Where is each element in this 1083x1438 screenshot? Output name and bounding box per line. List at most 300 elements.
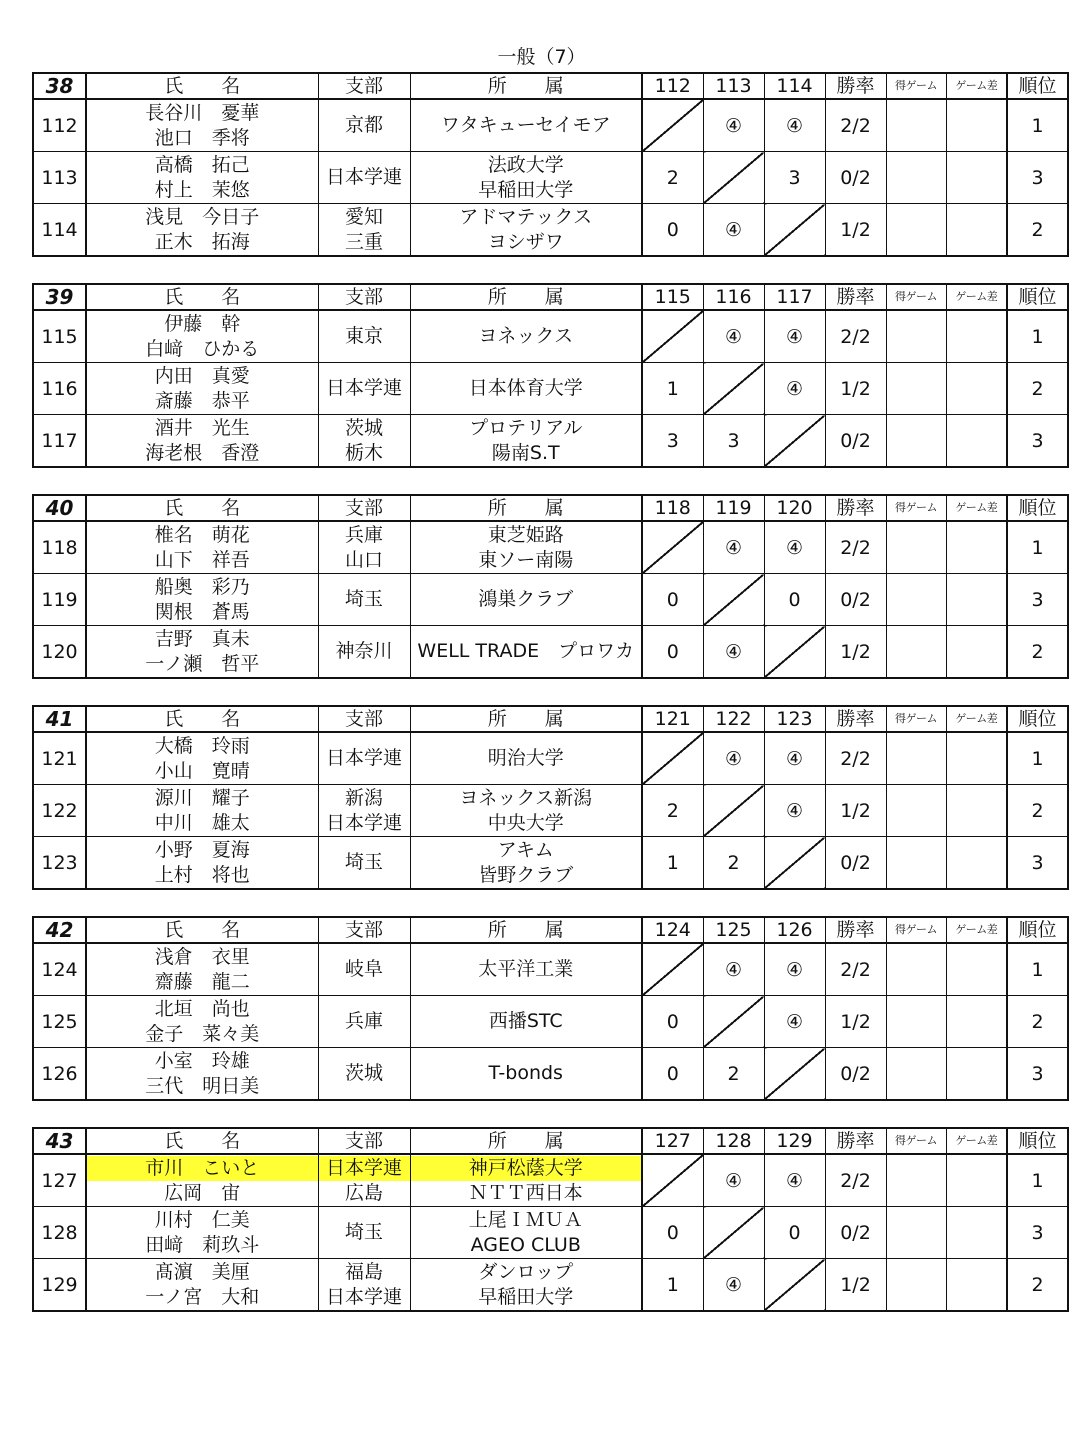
self-match-diagonal (764, 626, 825, 679)
affiliation (410, 626, 642, 679)
player-names (86, 152, 318, 204)
match-result: 0 (642, 626, 703, 679)
rank: 2 (1007, 1259, 1068, 1312)
group-number: 39 (33, 284, 86, 310)
header-opponent: 116 (703, 284, 764, 310)
player-names-line: 中川 雄太 (154, 811, 250, 834)
affiliation-line: 日本体育大学 (468, 377, 583, 399)
match-result: ④ (703, 204, 764, 257)
game-diff (946, 943, 1007, 996)
entry-number: 117 (33, 415, 86, 468)
rank: 1 (1007, 943, 1068, 996)
match-result: 2 (642, 785, 703, 837)
games-won (886, 1259, 946, 1312)
branch (318, 996, 410, 1048)
branch (318, 785, 410, 837)
branch (318, 574, 410, 626)
games-won (886, 152, 946, 204)
table-row (33, 626, 1068, 679)
self-match-diagonal (703, 574, 764, 626)
group-table (32, 283, 1069, 468)
player-names-line: 田﨑 莉玖斗 (145, 1233, 260, 1256)
group-number: 43 (33, 1128, 86, 1154)
header-name: 氏 名 (86, 1128, 318, 1154)
header-win-rate: 勝率 (825, 917, 886, 943)
player-names-line: 広岡 宙 (164, 1181, 241, 1204)
match-result: ④ (703, 99, 764, 152)
group-table (32, 494, 1069, 679)
entry-number: 125 (33, 996, 86, 1048)
header-affiliation: 所 属 (410, 1128, 642, 1154)
rank: 2 (1007, 204, 1068, 257)
player-names-line: 山下 祥吾 (154, 548, 250, 571)
affiliation-line: 神戸松蔭大学 (411, 1156, 642, 1181)
player-names (86, 837, 318, 890)
games-won (886, 204, 946, 257)
game-diff (946, 996, 1007, 1048)
group-table (32, 1127, 1069, 1312)
branch-line: 山口 (344, 548, 383, 571)
game-diff (946, 363, 1007, 415)
branch-line: 神奈川 (335, 640, 393, 662)
game-diff (946, 152, 1007, 204)
self-match-diagonal (703, 785, 764, 837)
match-result: ④ (764, 996, 825, 1048)
affiliation (410, 1207, 642, 1259)
entry-number: 123 (33, 837, 86, 890)
rank: 1 (1007, 310, 1068, 363)
games-won (886, 99, 946, 152)
player-names-line: 伊藤 幹 (164, 312, 241, 335)
header-name: 氏 名 (86, 73, 318, 99)
match-result: 0 (642, 574, 703, 626)
header-branch: 支部 (318, 73, 410, 99)
match-result: 0 (642, 204, 703, 257)
game-diff (946, 1207, 1007, 1259)
entry-number: 129 (33, 1259, 86, 1312)
affiliation-line: 早稲田大学 (478, 1285, 574, 1308)
player-names (86, 204, 318, 257)
affiliation-line: ワタキューセイモア (440, 114, 611, 136)
rank: 1 (1007, 732, 1068, 785)
player-names (86, 415, 318, 468)
header-win-rate: 勝率 (825, 1128, 886, 1154)
header-opponent: 121 (642, 706, 703, 732)
player-names (86, 521, 318, 574)
header-opponent: 126 (764, 917, 825, 943)
rank: 1 (1007, 99, 1068, 152)
match-result: ④ (703, 310, 764, 363)
win-rate: 2/2 (825, 310, 886, 363)
table-row (33, 1154, 1068, 1207)
header-games-won: 得ゲーム (886, 706, 946, 732)
branch-line: 日本学連 (325, 377, 402, 399)
group-header-row (33, 73, 1068, 99)
header-win-rate: 勝率 (825, 706, 886, 732)
entry-number: 115 (33, 310, 86, 363)
affiliation (410, 310, 642, 363)
player-names-line: 小野 夏海 (154, 838, 250, 861)
header-game-diff: ゲーム差 (946, 284, 1007, 310)
header-affiliation: 所 属 (410, 917, 642, 943)
affiliation (410, 363, 642, 415)
match-result: 0 (764, 574, 825, 626)
player-names-line: 村上 茉悠 (154, 178, 250, 201)
affiliation-line: 鴻巣クラブ (478, 588, 574, 610)
match-result: ④ (703, 1154, 764, 1207)
rank: 1 (1007, 521, 1068, 574)
header-games-won: 得ゲーム (886, 1128, 946, 1154)
game-diff (946, 1259, 1007, 1312)
header-affiliation: 所 属 (410, 284, 642, 310)
match-result: 2 (703, 837, 764, 890)
branch-line: 茨城 (344, 1062, 383, 1084)
rank: 2 (1007, 626, 1068, 679)
header-opponent: 118 (642, 495, 703, 521)
player-names-line: 高橋 拓己 (154, 153, 250, 176)
player-names (86, 943, 318, 996)
header-branch: 支部 (318, 706, 410, 732)
branch (318, 732, 410, 785)
win-rate: 2/2 (825, 99, 886, 152)
header-games-won: 得ゲーム (886, 917, 946, 943)
header-opponent: 123 (764, 706, 825, 732)
player-names-line: 椎名 萌花 (154, 523, 250, 546)
group-number: 38 (33, 73, 86, 99)
branch-line: 福島 (344, 1260, 383, 1283)
table-row (33, 521, 1068, 574)
entry-number: 118 (33, 521, 86, 574)
affiliation-line: 東芝姫路 (487, 523, 564, 546)
win-rate: 2/2 (825, 1154, 886, 1207)
affiliation-line: ヨシザワ (487, 230, 564, 253)
match-result: 0 (642, 1207, 703, 1259)
branch-line: 日本学連 (325, 1285, 402, 1308)
header-opponent: 112 (642, 73, 703, 99)
rank: 3 (1007, 837, 1068, 890)
player-names (86, 1154, 318, 1207)
player-names (86, 785, 318, 837)
header-game-diff: ゲーム差 (946, 73, 1007, 99)
games-won (886, 996, 946, 1048)
games-won (886, 1048, 946, 1101)
games-won (886, 943, 946, 996)
header-branch: 支部 (318, 284, 410, 310)
match-result: 1 (642, 1259, 703, 1312)
player-names-line: 酒井 光生 (154, 416, 250, 439)
match-result: 3 (642, 415, 703, 468)
branch (318, 1048, 410, 1101)
branch (318, 310, 410, 363)
affiliation (410, 1048, 642, 1101)
header-affiliation: 所 属 (410, 73, 642, 99)
affiliation-line: AGEO CLUB (470, 1233, 581, 1256)
affiliation (410, 99, 642, 152)
affiliation-line: WELL TRADE プロワカ (417, 640, 635, 662)
match-result: ④ (764, 99, 825, 152)
player-names-line: 一ノ瀬 哲平 (145, 652, 260, 675)
affiliation-line: 法政大学 (487, 153, 564, 176)
win-rate: 0/2 (825, 415, 886, 468)
header-opponent: 128 (703, 1128, 764, 1154)
affiliation-line: ＮＴＴ西日本 (468, 1181, 583, 1204)
group-number: 41 (33, 706, 86, 732)
entry-number: 120 (33, 626, 86, 679)
header-opponent: 125 (703, 917, 764, 943)
rank: 3 (1007, 152, 1068, 204)
header-opponent: 113 (703, 73, 764, 99)
header-rank: 順位 (1007, 1128, 1068, 1154)
table-row (33, 1207, 1068, 1259)
branch-line: 愛知 (344, 205, 383, 228)
header-game-diff: ゲーム差 (946, 1128, 1007, 1154)
player-names-line: 内田 真愛 (154, 364, 250, 387)
table-row (33, 996, 1068, 1048)
branch-line: 広島 (344, 1181, 383, 1204)
match-result: 0 (642, 1048, 703, 1101)
header-name: 氏 名 (86, 917, 318, 943)
entry-number: 128 (33, 1207, 86, 1259)
group-table (32, 916, 1069, 1101)
game-diff (946, 732, 1007, 785)
player-names-line: 市川 こいと (87, 1156, 318, 1181)
header-win-rate: 勝率 (825, 73, 886, 99)
games-won (886, 521, 946, 574)
affiliation (410, 943, 642, 996)
entry-number: 126 (33, 1048, 86, 1101)
player-names-line: 金子 菜々美 (145, 1022, 260, 1045)
entry-number: 121 (33, 732, 86, 785)
entry-number: 124 (33, 943, 86, 996)
match-result: 2 (703, 1048, 764, 1101)
win-rate: 2/2 (825, 732, 886, 785)
affiliation-line: ヨネックス (478, 325, 574, 347)
header-opponent: 114 (764, 73, 825, 99)
page-title: 一般（7） (497, 46, 586, 68)
affiliation-line: 中央大学 (487, 811, 564, 834)
player-names-line: 斎藤 恭平 (154, 389, 250, 412)
affiliation-line: アキム (497, 838, 554, 861)
branch-line: 京都 (344, 114, 383, 136)
header-name: 氏 名 (86, 706, 318, 732)
entry-number: 112 (33, 99, 86, 152)
header-game-diff: ゲーム差 (946, 706, 1007, 732)
table-row (33, 1048, 1068, 1101)
branch (318, 626, 410, 679)
entry-number: 114 (33, 204, 86, 257)
game-diff (946, 99, 1007, 152)
self-match-diagonal (764, 1048, 825, 1101)
affiliation-line: プロテリアル (469, 416, 583, 439)
self-match-diagonal (703, 152, 764, 204)
header-rank: 順位 (1007, 917, 1068, 943)
affiliation (410, 415, 642, 468)
match-result: 1 (642, 363, 703, 415)
self-match-diagonal (764, 1259, 825, 1312)
self-match-diagonal (764, 204, 825, 257)
win-rate: 0/2 (825, 1207, 886, 1259)
header-affiliation: 所 属 (410, 706, 642, 732)
game-diff (946, 574, 1007, 626)
branch-line: 日本学連 (325, 747, 402, 769)
game-diff (946, 1048, 1007, 1101)
match-result: ④ (703, 521, 764, 574)
player-names-line: 関根 蒼馬 (154, 600, 250, 623)
entry-number: 116 (33, 363, 86, 415)
match-result: 1 (642, 837, 703, 890)
table-row (33, 152, 1068, 204)
match-result: ④ (703, 732, 764, 785)
header-opponent: 122 (703, 706, 764, 732)
player-names-line: 池口 季将 (154, 126, 250, 149)
win-rate: 0/2 (825, 837, 886, 890)
self-match-diagonal (703, 363, 764, 415)
affiliation-line: 上尾ＩＭＵＡ (468, 1208, 583, 1231)
affiliation-line: 皆野クラブ (478, 863, 574, 886)
table-row (33, 732, 1068, 785)
header-games-won: 得ゲーム (886, 284, 946, 310)
branch (318, 1154, 410, 1207)
player-names-line: 吉野 真未 (154, 627, 250, 650)
branch (318, 204, 410, 257)
game-diff (946, 785, 1007, 837)
player-names-line: 浅見 今日子 (145, 205, 260, 228)
games-won (886, 732, 946, 785)
win-rate: 0/2 (825, 574, 886, 626)
group-header-row (33, 706, 1068, 732)
header-opponent: 124 (642, 917, 703, 943)
header-name: 氏 名 (86, 495, 318, 521)
branch-line: 日本学連 (319, 1156, 410, 1181)
affiliation (410, 521, 642, 574)
branch-line: 新潟 (344, 786, 383, 809)
rank: 2 (1007, 996, 1068, 1048)
self-match-diagonal (642, 310, 703, 363)
affiliation (410, 152, 642, 204)
affiliation (410, 996, 642, 1048)
player-names-line: 正木 拓海 (154, 230, 250, 253)
player-names-line: 小室 玲雄 (154, 1049, 250, 1072)
branch (318, 415, 410, 468)
player-names-line: 齋藤 龍二 (154, 970, 250, 993)
game-diff (946, 626, 1007, 679)
group-header-row (33, 917, 1068, 943)
game-diff (946, 204, 1007, 257)
player-names-line: 海老根 香澄 (145, 441, 260, 464)
player-names-line: 一ノ宮 大和 (145, 1285, 260, 1308)
branch (318, 943, 410, 996)
match-result: ④ (764, 310, 825, 363)
games-won (886, 1154, 946, 1207)
rank: 3 (1007, 415, 1068, 468)
branch-line: 日本学連 (325, 811, 402, 834)
player-names-line: 浅倉 衣里 (154, 945, 250, 968)
player-names (86, 626, 318, 679)
match-result: 3 (703, 415, 764, 468)
games-won (886, 363, 946, 415)
affiliation-line: 早稲田大学 (478, 178, 574, 201)
player-names (86, 732, 318, 785)
header-branch: 支部 (318, 917, 410, 943)
affiliation-line: 西播STC (488, 1010, 563, 1032)
group-header-row (33, 495, 1068, 521)
header-rank: 順位 (1007, 73, 1068, 99)
table-row (33, 310, 1068, 363)
affiliation-line: 陽南S.T (491, 441, 560, 464)
match-result: ④ (703, 943, 764, 996)
match-result: 3 (764, 152, 825, 204)
self-match-diagonal (642, 99, 703, 152)
affiliation-line: 太平洋工業 (478, 958, 574, 980)
group-number: 42 (33, 917, 86, 943)
branch-line: 茨城 (344, 416, 383, 439)
self-match-diagonal (703, 1207, 764, 1259)
rank: 2 (1007, 363, 1068, 415)
branch-line: 栃木 (344, 441, 383, 464)
header-branch: 支部 (318, 1128, 410, 1154)
win-rate: 2/2 (825, 943, 886, 996)
win-rate: 1/2 (825, 785, 886, 837)
group-table (32, 705, 1069, 890)
player-names-line: 三代 明日美 (145, 1074, 260, 1097)
group-table (32, 72, 1069, 257)
header-win-rate: 勝率 (825, 495, 886, 521)
player-names (86, 99, 318, 152)
header-rank: 順位 (1007, 706, 1068, 732)
header-game-diff: ゲーム差 (946, 495, 1007, 521)
branch (318, 363, 410, 415)
player-names (86, 1259, 318, 1312)
entry-number: 113 (33, 152, 86, 204)
header-opponent: 115 (642, 284, 703, 310)
branch-line: 岐阜 (344, 958, 383, 980)
group-header-row (33, 284, 1068, 310)
header-branch: 支部 (318, 495, 410, 521)
player-names (86, 1048, 318, 1101)
player-names-line: 大橋 玲雨 (154, 734, 250, 757)
match-result: 0 (764, 1207, 825, 1259)
win-rate: 1/2 (825, 363, 886, 415)
header-opponent: 119 (703, 495, 764, 521)
branch-line: 兵庫 (344, 523, 383, 546)
affiliation (410, 785, 642, 837)
affiliation-line: T-bonds (488, 1062, 563, 1084)
games-won (886, 626, 946, 679)
branch (318, 521, 410, 574)
affiliation (410, 1259, 642, 1312)
player-names-line: 髙濵 美厘 (154, 1260, 250, 1283)
header-game-diff: ゲーム差 (946, 917, 1007, 943)
player-names-line: 船奥 彩乃 (154, 575, 250, 598)
branch (318, 1259, 410, 1312)
affiliation-line: アドマテックス (459, 205, 593, 228)
player-names-line: 北垣 尚也 (154, 997, 250, 1020)
header-opponent: 120 (764, 495, 825, 521)
rank: 3 (1007, 1048, 1068, 1101)
win-rate: 2/2 (825, 521, 886, 574)
branch-line: 埼玉 (344, 851, 383, 873)
table-row (33, 204, 1068, 257)
header-affiliation: 所 属 (410, 495, 642, 521)
player-names (86, 310, 318, 363)
rank: 1 (1007, 1154, 1068, 1207)
affiliation (410, 574, 642, 626)
game-diff (946, 1154, 1007, 1207)
branch-line: 東京 (344, 325, 383, 347)
win-rate: 1/2 (825, 204, 886, 257)
self-match-diagonal (642, 943, 703, 996)
win-rate: 1/2 (825, 996, 886, 1048)
